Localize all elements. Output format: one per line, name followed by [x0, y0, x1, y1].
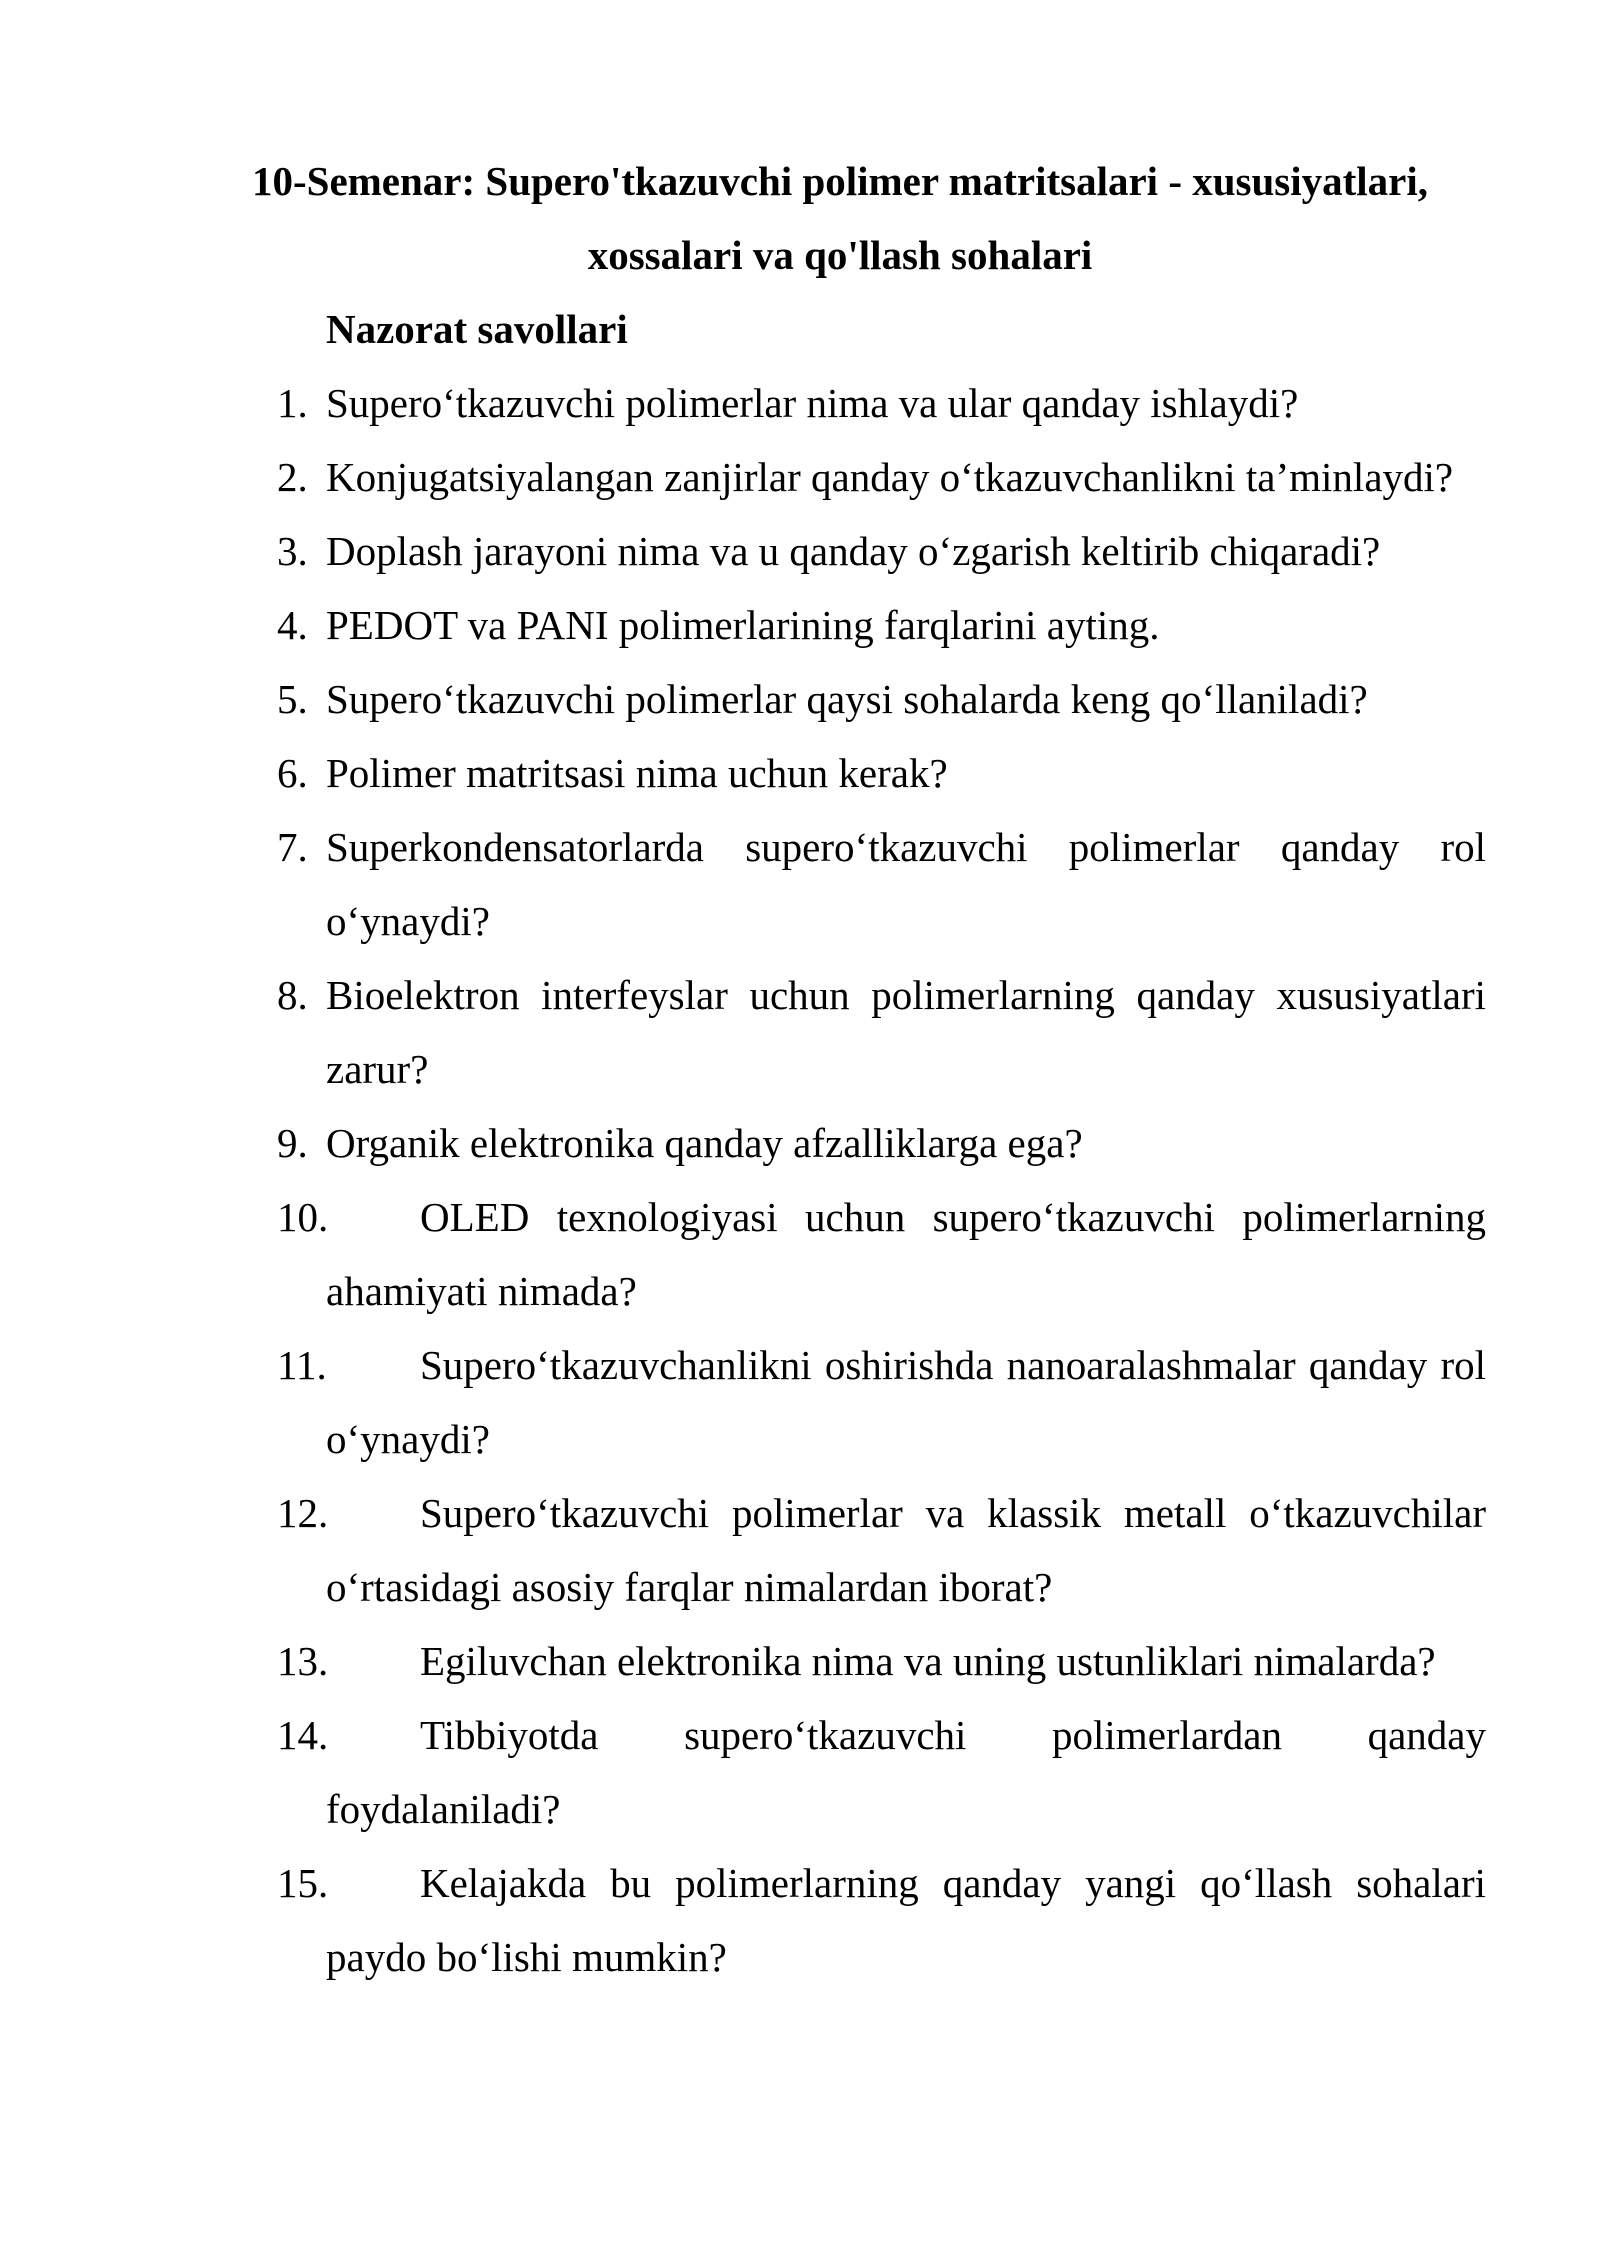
question-text: Supero‘tkazuvchanlikni oshirishda nanoaralashmalar qanday rol o‘ynaydi? — [326, 1342, 1486, 1462]
question-text: Organik elektronika qanday afzalliklarga ega? — [326, 1120, 1083, 1166]
question-text: Konjugatsiyalangan zanjirlar qanday o‘tkazuvchanlikni ta’minlaydi? — [326, 454, 1454, 500]
question-item — [0, 1846, 1600, 1994]
question-number: 11. — [277, 1342, 327, 1388]
question-number: 9. — [277, 1120, 308, 1166]
question-item — [0, 366, 1600, 440]
question-item — [0, 1476, 1600, 1624]
question-number: 13. — [277, 1638, 329, 1684]
question-text: Doplash jarayoni nima va u qanday o‘zgarish keltirib chiqaradi? — [326, 528, 1381, 574]
question-list — [0, 366, 1600, 1994]
question-text: Egiluvchan elektronika nima va uning ustunliklari nimalarda? — [420, 1638, 1436, 1684]
question-item — [0, 1328, 1600, 1476]
question-number: 15. — [277, 1860, 329, 1906]
section-heading: Nazorat savollari — [326, 306, 628, 352]
question-number: 12. — [277, 1490, 329, 1536]
question-text: OLED texnologiyasi uchun supero‘tkazuvchi polimerlarning ahamiyati nimada? — [326, 1194, 1486, 1314]
question-number: 10. — [277, 1194, 329, 1240]
question-text: Supero‘tkazuvchi polimerlar qaysi sohalarda keng qo‘llaniladi? — [326, 676, 1368, 722]
question-item — [0, 958, 1600, 1106]
question-item — [0, 662, 1600, 736]
question-number: 1. — [277, 380, 308, 426]
question-text: Supero‘tkazuvchi polimerlar nima va ular qanday ishlaydi? — [326, 380, 1299, 426]
question-item — [0, 440, 1600, 514]
question-number: 3. — [277, 528, 308, 574]
question-number: 14. — [277, 1712, 329, 1758]
question-item — [0, 1698, 1600, 1846]
question-text: Supero‘tkazuvchi polimerlar va klassik metall o‘tkazuvchilar o‘rtasidagi asosiy farqlar nimalardan iborat? — [326, 1490, 1486, 1610]
question-text: Tibbiyotda supero‘tkazuvchi polimerlardan qanday foydalaniladi? — [326, 1712, 1486, 1832]
question-item — [0, 810, 1600, 958]
question-item — [0, 588, 1600, 662]
question-number: 6. — [277, 750, 308, 796]
question-number: 4. — [277, 602, 308, 648]
question-number: 2. — [277, 454, 308, 500]
question-number: 8. — [277, 972, 308, 1018]
question-text: Polimer matritsasi nima uchun kerak? — [326, 750, 948, 796]
question-text: Superkondensatorlarda supero‘tkazuvchi polimerlar qanday rol o‘ynaydi? — [326, 824, 1486, 944]
question-item — [0, 514, 1600, 588]
question-item — [0, 1106, 1600, 1180]
question-number: 5. — [277, 676, 308, 722]
question-item — [0, 1624, 1600, 1698]
question-text: Bioelektron interfeyslar uchun polimerlarning qanday xususiyatlari zarur? — [326, 972, 1486, 1092]
question-item — [0, 736, 1600, 810]
question-item — [0, 1180, 1600, 1328]
question-text: PEDOT va PANI polimerlarining farqlarini ayting. — [326, 602, 1160, 648]
document-title: 10-Semenar: Supero'tkazuvchi polimer matritsalari - xususiyatlari, xossalari va qo'llash sohalari — [251, 158, 1429, 278]
question-number: 7. — [277, 824, 308, 870]
question-text: Kelajakda bu polimerlarning qanday yangi qo‘llash sohalari paydo bo‘lishi mumkin? — [326, 1860, 1486, 1980]
